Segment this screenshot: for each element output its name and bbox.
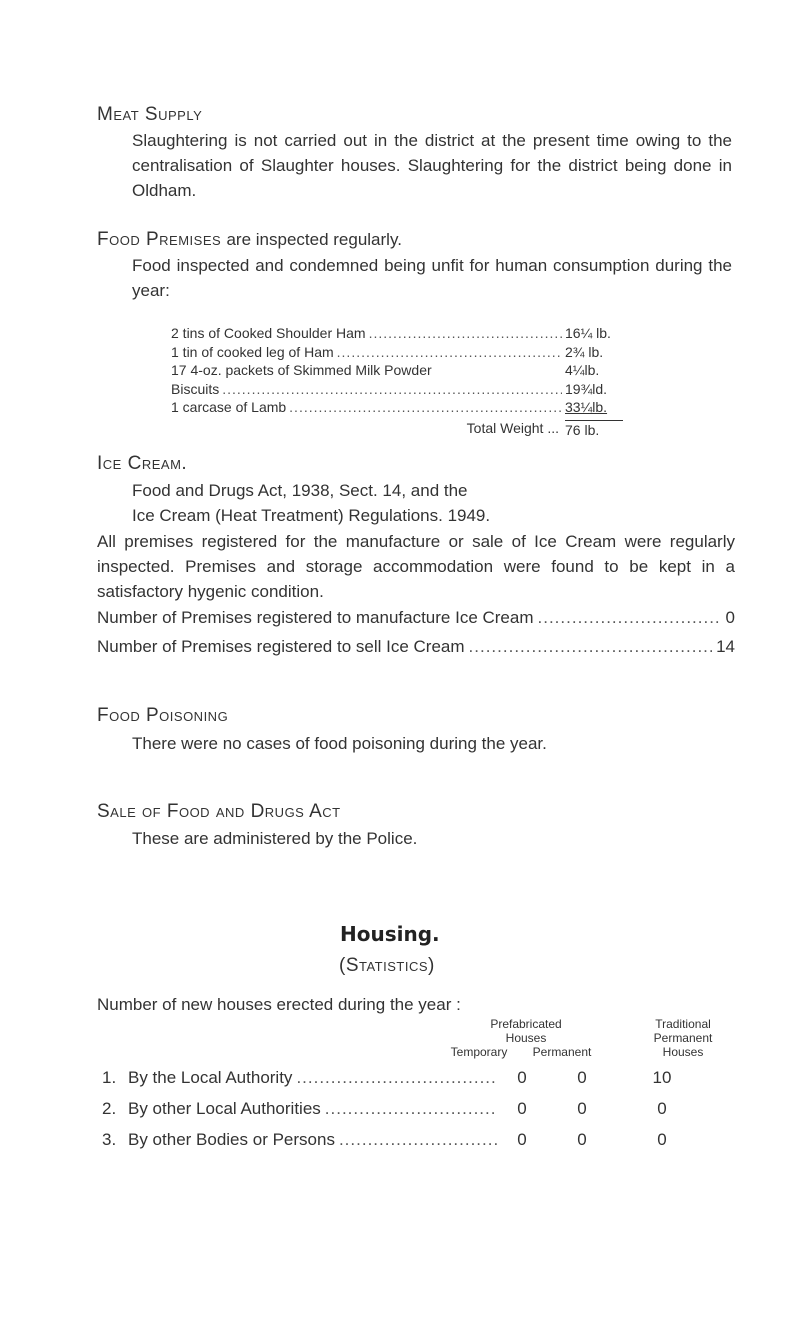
dot-leader (289, 399, 562, 415)
manufacture-premises-line (97, 605, 735, 630)
sale-act-paragraph: These are administered by the Police. (132, 829, 418, 848)
food-poisoning-heading: Food Poisoning (97, 705, 229, 726)
total-weight-row (171, 420, 623, 438)
food-premises-heading: Food Premises (97, 229, 222, 250)
food-premises-paragraph: Food inspected and condemned being unfit for human consumption during the year: (132, 256, 732, 300)
ice-cream-heading: Ice Cream. (97, 453, 188, 474)
traditional-value: 10 (652, 1068, 672, 1087)
sell-premises-line (97, 634, 735, 659)
food-premises-heading-line (97, 229, 402, 251)
condemned-weight: 33¼lb. (565, 399, 608, 415)
row-number: 2. (102, 1099, 117, 1118)
housing-intro-text: Number of new houses erected during the year : (97, 995, 461, 1014)
condemned-item: 1 tin of cooked leg of Ham (171, 343, 334, 360)
permanent-value: 0 (577, 1099, 587, 1118)
meat-supply-heading: Meat Supply (97, 104, 203, 125)
housing-subtitle: (Statistics) (339, 955, 435, 976)
food-premises-text (132, 253, 732, 303)
table-row (102, 1099, 702, 1119)
ice-cream-text (97, 529, 735, 604)
condemned-weight: 16¼ lb. (565, 325, 611, 341)
condemned-item: 17 4-oz. packets of Skimmed Milk Powder (171, 362, 432, 378)
condemned-item: 2 tins of Cooked Shoulder Ham (171, 325, 366, 341)
traditional-column-header (630, 1017, 736, 1059)
row-number: 1. (102, 1068, 117, 1087)
manufacture-premises-value: 0 (725, 608, 735, 627)
list-item (171, 344, 623, 363)
condemned-food-list (171, 325, 623, 438)
prefab-column-header (456, 1017, 596, 1045)
dot-leader (538, 605, 722, 630)
list-item (171, 381, 623, 400)
row-number: 3. (102, 1130, 117, 1149)
table-row (102, 1068, 702, 1088)
ice-cream-act-line1: Food and Drugs Act, 1938, Sect. 14, and the (132, 481, 468, 500)
food-poisoning-text (132, 731, 752, 756)
condemned-item: 1 carcase of Lamb (171, 399, 287, 415)
housing-title: Housing. (340, 922, 440, 946)
sale-act-text (132, 826, 732, 851)
ice-cream-act-line2: Ice Cream (Heat Treatment) Regulations. 1949. (132, 506, 491, 525)
list-item (171, 362, 623, 381)
traditional-header-line1: Traditional (655, 1017, 711, 1031)
list-item (171, 325, 623, 344)
meat-supply-text (132, 128, 732, 203)
temporary-value: 0 (517, 1130, 527, 1149)
condemned-weight: 4¼lb. (565, 362, 600, 378)
dot-leader (337, 344, 562, 360)
dot-leader (369, 325, 562, 341)
permanent-value: 0 (577, 1130, 587, 1149)
temporary-value: 0 (517, 1099, 527, 1118)
total-weight-label: Total Weight ... (466, 419, 559, 436)
permanent-column-header: Permanent (532, 1045, 592, 1059)
traditional-value: 0 (657, 1099, 667, 1118)
food-poisoning-paragraph: There were no cases of food poisoning during the year. (132, 734, 547, 753)
row-label: By the Local Authority (128, 1068, 293, 1087)
manufacture-premises-label: Number of Premises registered to manufacture Ice Cream (97, 608, 534, 627)
meat-supply-paragraph: Slaughtering is not carried out in the district at the present time owing to the centralisation of Slaughter houses. Slaughtering for the district being done in Oldham. (132, 131, 732, 200)
food-premises-heading-rest: are inspected regularly. (226, 230, 402, 249)
prefab-header-line1: Prefabricated (490, 1017, 562, 1031)
dot-leader (339, 1130, 498, 1150)
traditional-header-line3: Houses (662, 1045, 704, 1059)
dot-leader (296, 1068, 498, 1088)
dot-leader (222, 381, 562, 397)
sell-premises-value: 14 (716, 637, 735, 656)
row-label: By other Bodies or Persons (128, 1130, 335, 1149)
traditional-value: 0 (657, 1130, 667, 1149)
housing-intro (97, 992, 737, 1017)
list-item (171, 399, 623, 418)
condemned-weight: 19¾ld. (565, 380, 608, 397)
row-label: By other Local Authorities (128, 1099, 321, 1118)
dot-leader (325, 1099, 498, 1119)
prefab-header-line2: Houses (505, 1031, 547, 1045)
ice-cream-act (132, 478, 732, 528)
permanent-value: 0 (577, 1068, 587, 1087)
traditional-header-line2: Permanent (653, 1031, 713, 1045)
total-weight-value: 76 lb. (565, 420, 623, 438)
temporary-value: 0 (517, 1068, 527, 1087)
sale-act-heading: Sale of Food and Drugs Act (97, 801, 341, 822)
dot-leader (469, 634, 713, 659)
table-row (102, 1130, 702, 1150)
temporary-column-header: Temporary (450, 1045, 508, 1059)
condemned-item: Biscuits (171, 380, 220, 397)
sell-premises-label: Number of Premises registered to sell Ice Cream (97, 637, 465, 656)
ice-cream-paragraph: All premises registered for the manufacture or sale of Ice Cream were regularly inspected. Premises and storage accommodation were found to be kept in a satisfactory hygenic condition. (97, 532, 735, 601)
condemned-weight: 2¾ lb. (565, 343, 604, 360)
